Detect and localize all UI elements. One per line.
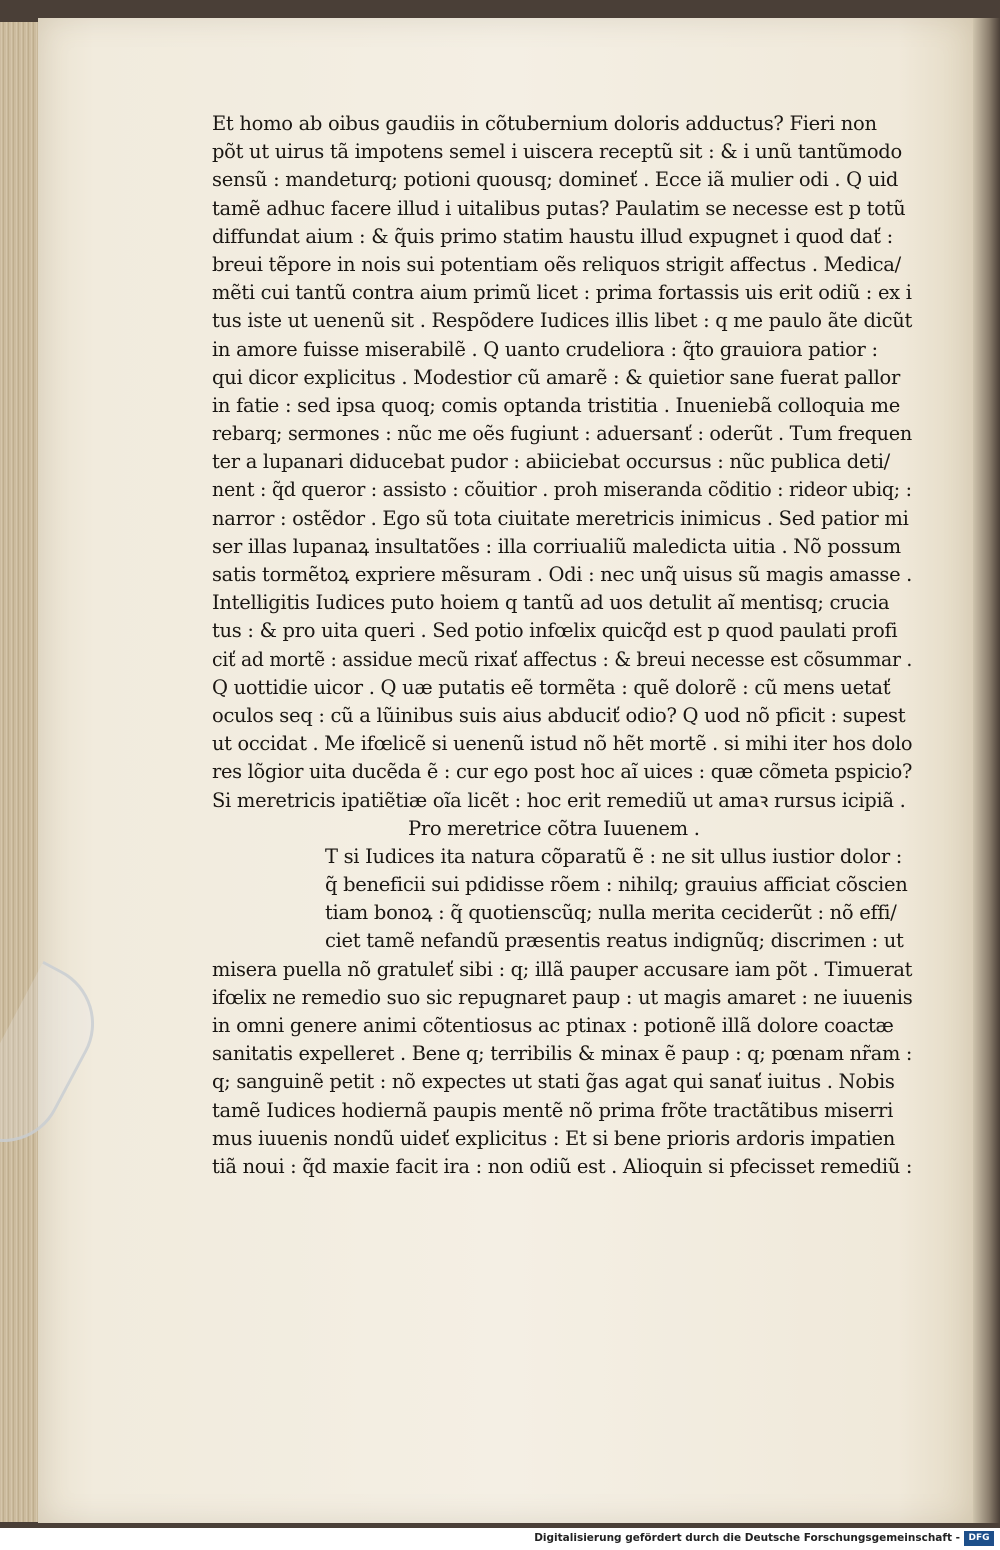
text-line: nent : q̃d queror : assisto : cõuitior . proh miseranda cõditio : rideor ubiq; : [212, 478, 912, 502]
text-line: ser illas lupanaꝝ insultatões : illa corriualiũ maledicta uitia . Nõ possum [212, 534, 901, 558]
text-line-indented: T si Iudices ita natura cõparatũ ẽ : ne sit ullus iustior dolor : [325, 844, 903, 868]
text-line: in omni genere animi cõtentiosus ac ptinax : potionẽ illã dolore coactæ [212, 1014, 894, 1037]
text-line: mus iuuenis nondũ uideť explicitus : Et si bene prioris ardoris impatien [212, 1126, 896, 1150]
text-line: Intelligitis Iudices puto hoiem q tantũ ad uos detulit aĩ mentisq; crucia [212, 591, 890, 615]
text-line: satis tormẽtoꝝ expriere mẽsuram . Odi : nec unq̃ uisus sũ magis amasse . [212, 563, 913, 586]
text-line: ut occidat . Me ifœlicẽ si uenenũ istud nõ hẽt mortẽ . si mihi iter hos dolo [212, 732, 913, 756]
text-line: sensũ : mandeturq; potioni quousq; domineť . Ecce iã mulier odi . Q uid [212, 168, 899, 192]
text-line-indented: tiam bonoꝝ : q̃ quotienscũq; nulla merita ceciderũt : nõ effi/ [325, 901, 897, 925]
text-line: Q uottidie uicor . Q uæ putatis eẽ tormẽta : quẽ dolorẽ : cũ mens uetať [212, 675, 891, 699]
text-line: sanitatis expelleret . Bene q; terribilis & minax ẽ paup : q; pœnam nr̃am : [212, 1042, 913, 1066]
text-line: tiã noui : q̃d maxie facit ira : non odiũ est . Alioquin si pfecisset remediũ : [212, 1154, 913, 1178]
text-line: ter a lupanari diducebat pudor : abiiciebat occursus : nũc publica deti/ [212, 450, 890, 474]
text-line: in amore fuisse miserabilẽ . Q uanto crudeliora : q̃to grauiora patior : [212, 337, 878, 361]
text-line: mẽti cui tantũ contra aium primũ licet : prima fortassis uis erit odiũ : ex i [212, 281, 912, 305]
section-heading: Pro meretrice cõtra Iuuenem . [408, 816, 700, 840]
text-line: ifœlix ne remedio suo sic repugnaret paup : ut magis amaret : ne iuuenis [212, 985, 913, 1009]
text-line: tus : & pro uita queri . Sed potio infœlix quicq̃d est p quod paulati profi [212, 619, 898, 643]
text-line: res lõgior uita ducẽda ẽ : cur ego post hoc aĩ uices : quæ cõmeta pspicio? [212, 760, 913, 784]
footer-credit: Digitalisierung gefördert durch die Deutsche Forschungsgemeinschaft - [534, 1532, 960, 1544]
text-line: oculos seq : cũ a lũinibus suis aius abduciť odio? Q uod nõ pficit : supest [212, 703, 906, 727]
footer-bar [0, 1528, 1000, 1550]
text-line: breui tẽpore in nois sui potentiam oẽs reliquos strigit affectus . Medica/ [212, 252, 901, 276]
text-line: tamẽ adhuc facere illud i uitalibus putas? Paulatim se necesse est p totũ [212, 196, 906, 220]
book-page-edges [0, 22, 40, 1522]
page-text [212, 110, 912, 1181]
text-line: in fatie : sed ipsa quoq; comis optanda tristitia . Inueniebã colloquia me [212, 393, 900, 417]
text-line: rebarq; sermones : nũc me oẽs fugiunt : aduersanť : oderũt . Tum frequen [212, 422, 912, 446]
text-line: tus iste ut uenenũ sit . Respõdere Iudices illis libet : q me paulo ãte dicũt [212, 309, 913, 333]
text-line: diffundat aium : & q̃uis primo statim haustu illud expugnet i quod dať : [212, 224, 893, 248]
dfg-logo: DFG [964, 1531, 994, 1546]
text-line: Si meretricis ipatiẽtiæ oĩa licẽt : hoc erit remediũ ut amaꝛ rursus icipiã . [212, 788, 906, 812]
text-line: tamẽ Iudices hodiernã paupis mentẽ nõ prima frõte tractãtibus miserri [212, 1098, 894, 1122]
text-line-indented: ciet tamẽ nefandũ præsentis reatus indignũq; discrimen : ut [325, 929, 904, 953]
text-line-indented: q̃ beneficii sui pdidisse rõem : nihilq; grauius afficiat cõscien [325, 873, 908, 897]
text-line: Et homo ab oibus gaudiis in cõtubernium doloris adductus? Fieri non [212, 112, 877, 135]
text-line: misera puella nõ gratuleť sibi : q; illã pauper accusare iam põt . Timuerat [212, 957, 913, 981]
text-line: narror : ostẽdor . Ego sũ tota ciuitate meretricis inimicus . Sed patior mi [212, 506, 909, 530]
text-line: qui dicor explicitus . Modestior cũ amarẽ : & quietior sane fuerat pallor [212, 365, 901, 389]
book-gutter [973, 18, 1000, 1523]
text-line: q; sanguinẽ petit : nõ expectes ut stati g̃as agat qui sanať iuitus . Nobis [212, 1070, 895, 1094]
text-line: ciť ad mortẽ : assidue mecũ rixať affectus : & breui necesse est cõsummar . [212, 647, 913, 671]
text-line: põt ut uirus tã impotens semel i uiscera receptũ sit : & i unũ tantũmodo [212, 140, 902, 164]
